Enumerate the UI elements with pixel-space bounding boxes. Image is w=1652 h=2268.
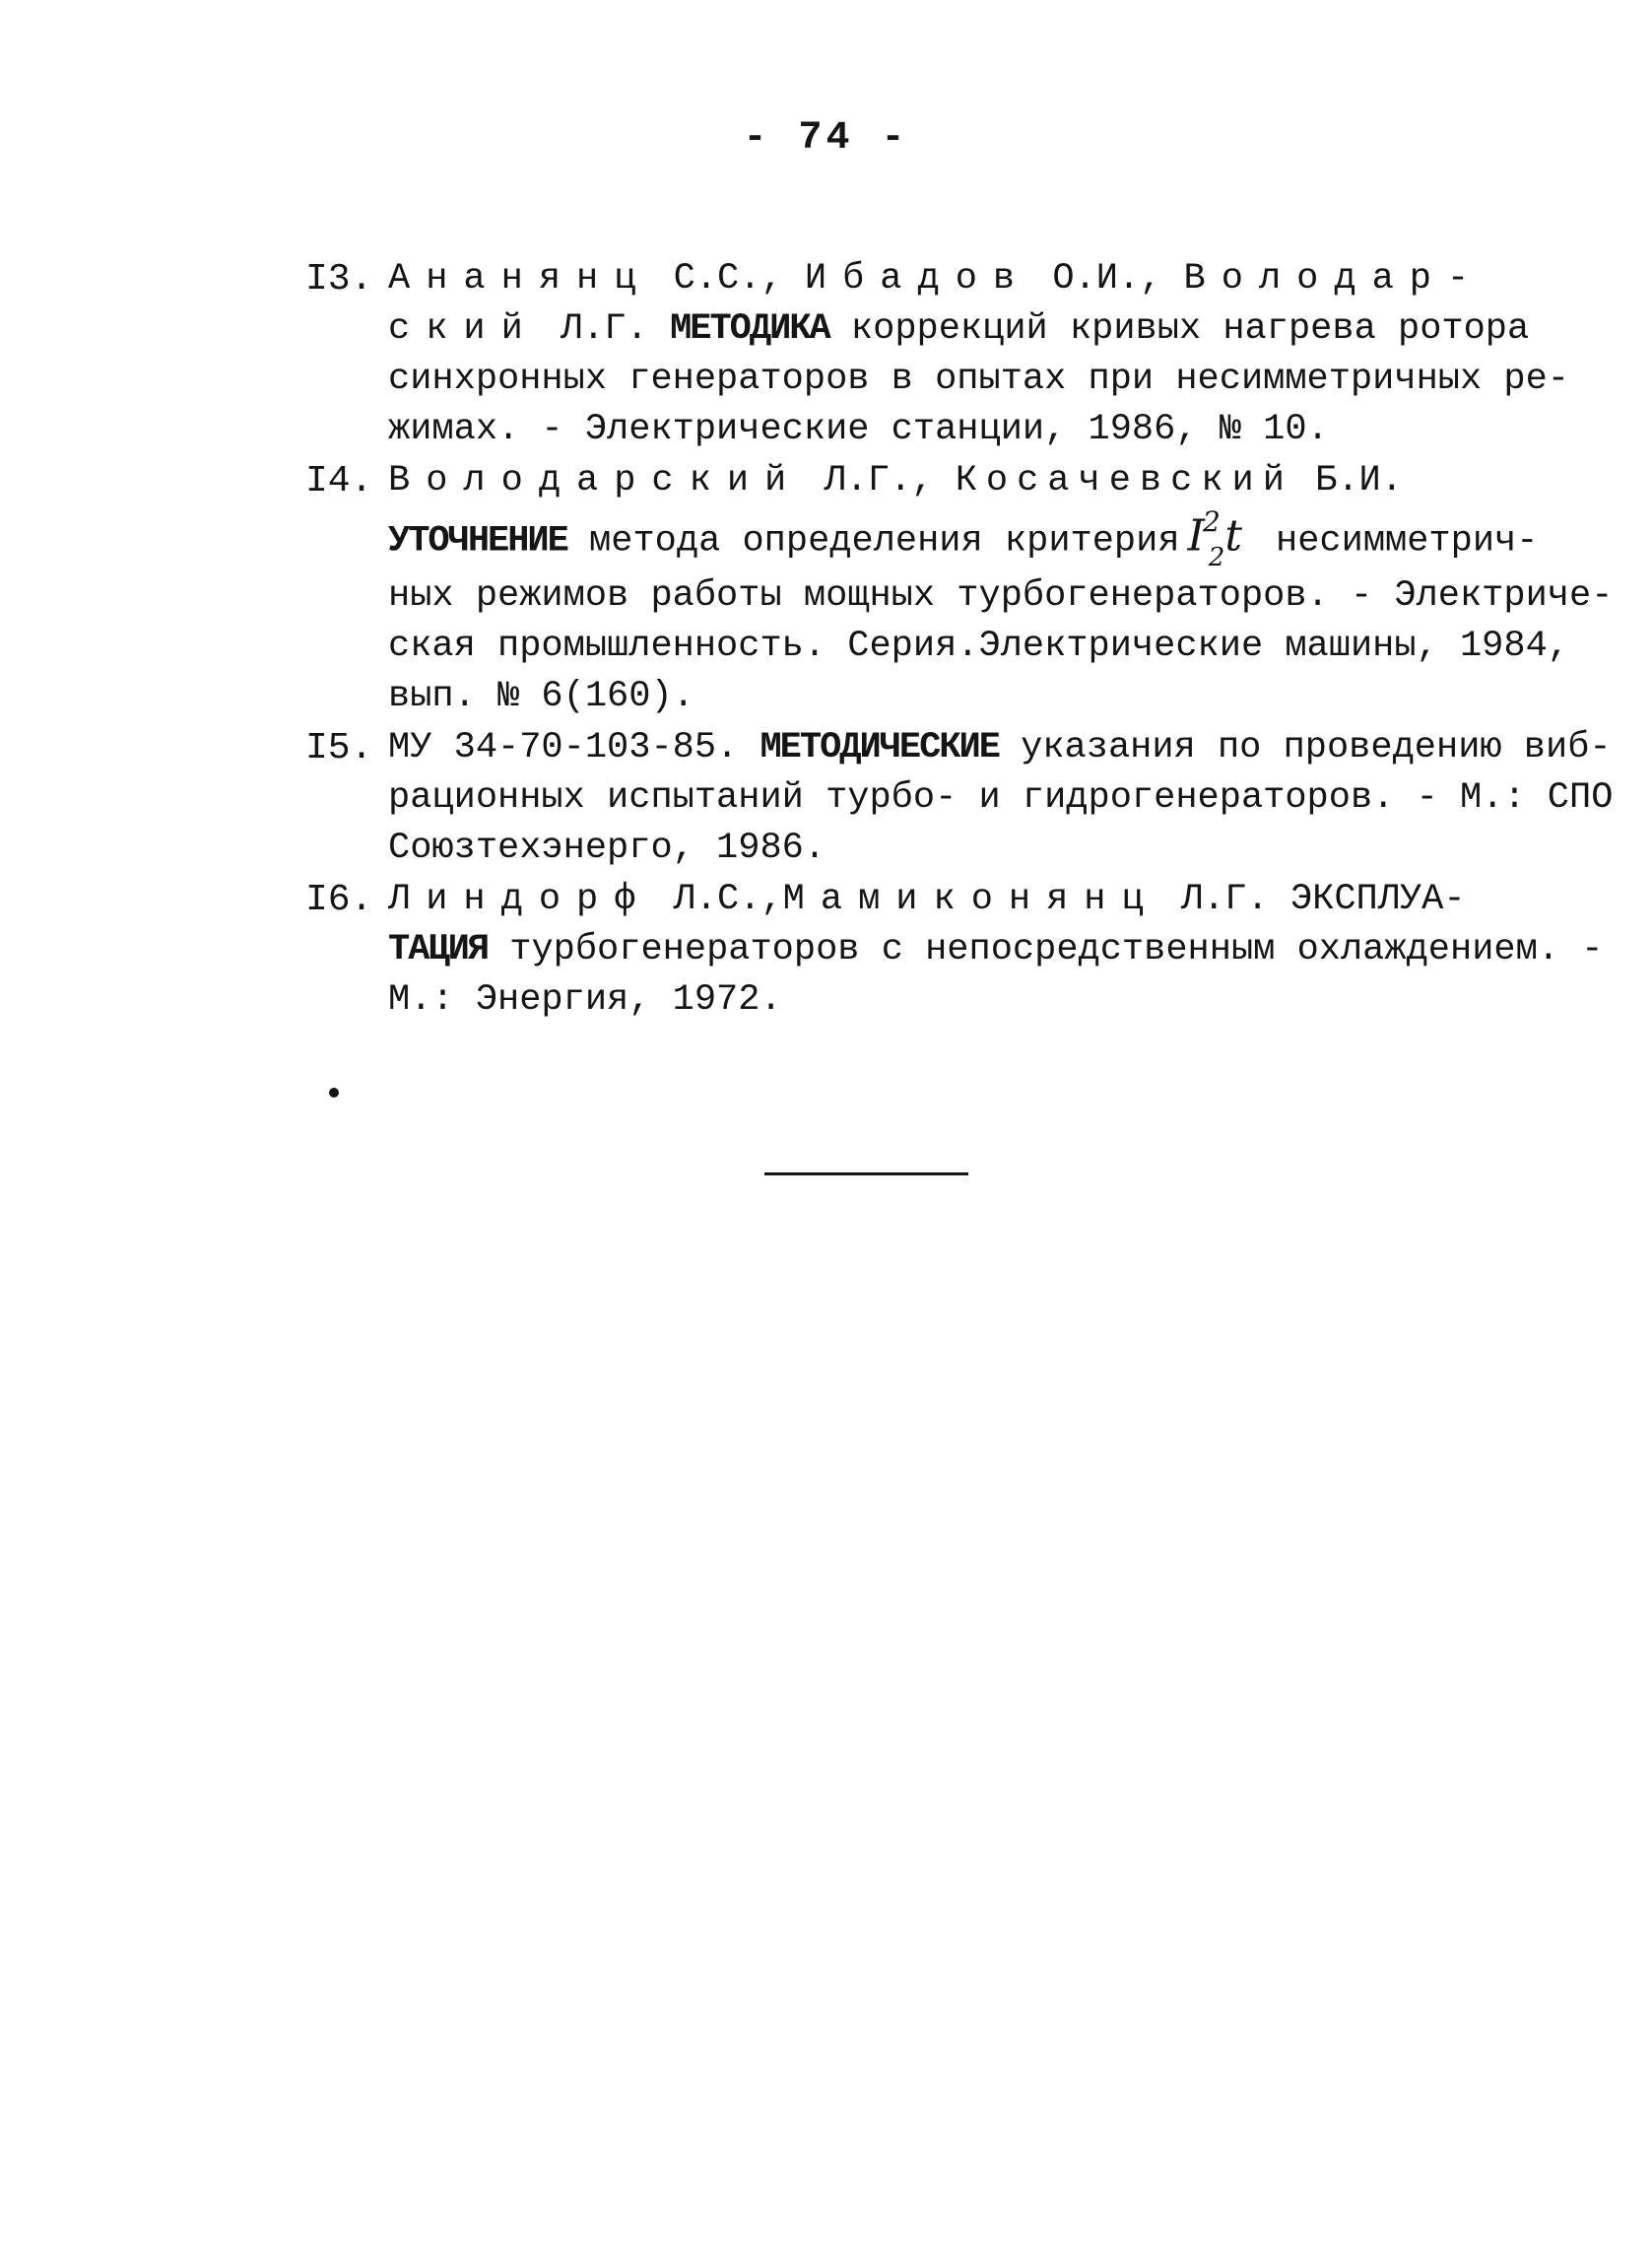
- formula: $I^2_2t$: [1187, 505, 1242, 573]
- reference-line: Володарский Л.Г., Косачевский Б.И.: [388, 460, 1403, 501]
- reference-line: жимах. - Электрические станции, 1986, № 10.: [388, 409, 1329, 450]
- reference-line: МУ 34-70-103-85. МЕТОДИЧЕСКИЕ указания по проведению виб-: [388, 727, 1612, 769]
- reference-line: Союзтехэнерго, 1986.: [388, 828, 826, 870]
- reference-line: ных режимов работы мощных турбогенераторов. - Электриче-: [388, 575, 1614, 618]
- reference-line: Ананянц С.С., Ибадов О.И., Володар-: [388, 258, 1486, 300]
- reference-item-16: [305, 875, 1606, 1026]
- reference-item-14: [305, 456, 1614, 722]
- reference-number: I4.: [305, 460, 373, 502]
- reference-line: ская промышленность. Серия.Электрические машины, 1984,: [388, 626, 1569, 668]
- reference-number: I6.: [305, 879, 373, 922]
- reference-item-13: [305, 254, 1606, 455]
- reference-line: вып. № 6(160).: [388, 676, 694, 718]
- reference-line: УТОЧНЕНИЕ метода определения критерия $I^2_2t$ несимметрич-: [388, 505, 1539, 573]
- end-rule-divider: [764, 1172, 968, 1175]
- reference-line: Линдорф Л.С.,Мамиконянц Л.Г. ЭКСПЛУА-: [388, 879, 1466, 921]
- bullet-mark: [329, 1088, 339, 1098]
- reference-item-15: [305, 723, 1614, 874]
- page-number: - 74 -: [743, 116, 909, 161]
- reference-line: синхронных генераторов в опытах при несимметричных ре-: [388, 359, 1569, 400]
- reference-line: ский Л.Г. МЕТОДИКА коррекций кривых нагрева ротора: [388, 308, 1530, 350]
- reference-number: I5.: [305, 727, 373, 770]
- reference-line: М.: Энергия, 1972.: [388, 979, 782, 1022]
- reference-number: I3.: [305, 258, 373, 300]
- reference-list: [305, 254, 1614, 1027]
- reference-line: рационных испытаний турбо- и гидрогенераторов. - М.: СПО: [388, 777, 1614, 820]
- reference-line: ТАЦИЯ турбогенераторов с непосредственным охлаждением. -: [388, 929, 1604, 971]
